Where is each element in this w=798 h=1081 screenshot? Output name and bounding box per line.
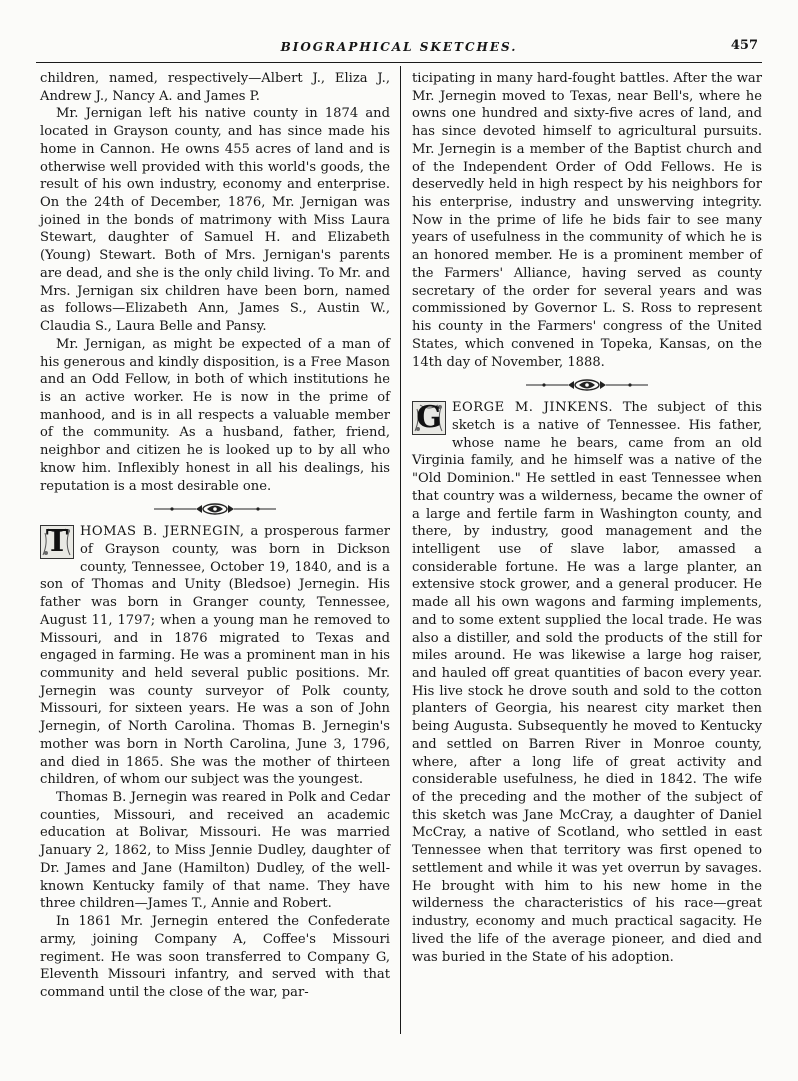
decorative-initial-frame-icon — [412, 401, 446, 435]
paragraph: Thomas B. Jernegin was reared in Polk and Cedar counties, Missouri, and received an academic education at Bolivar, Missouri. He was married January 2, 1862, to Miss Jennie Dudley, daughter of Dr. James and Jane (Hamilton) Dudley, of the well-known Kentucky family of that name. They have three children—James T., Annie and Robert. — [40, 790, 390, 912]
header-rule — [36, 62, 762, 63]
ornamental-divider-icon — [40, 495, 390, 523]
subject-name: EORGE M. JINKENS. — [452, 400, 613, 416]
sketch-text: a prosperous farmer of Grayson county, was born in Dickson county, Tennessee, October 19, 1840, and is a son of Thomas and Unity (Bledsoe) Jernegin. His father was born in Granger county, Tennessee, August 11, 1797; when a young man he removed to Missouri, and in 1876 migrated to Texas and engaged in farming. He was a prominent man in his community and held several public positions. Mr. Jernegin was county surveyor of Polk county, Missouri, for sixteen years. He was a son of John Jernegin, of North Carolina. Thomas B. Jernegin's mother was born in North Carolina, June 3, 1796, and died in 1865. She was the mother of thirteen children, of whom our subject was the youngest. — [40, 524, 390, 788]
subject-name: HOMAS B. JERNEGIN, — [80, 524, 245, 540]
page-number: 457 — [730, 38, 758, 53]
right-column — [412, 70, 762, 966]
paragraph: Mr. Jernigan, as might be expected of a man of his generous and kindly disposition, is a Free Mason and an Odd Fellow, in both of which institutions he is an active worker. He is now in the prime of manhood, and is in all respects a valuable member of the community. As a husband, father, friend, neighbor and citizen he is looked up to by all who know him. Inflexibly honest in all his dealings, his reputation is a most desirable one. — [40, 336, 390, 494]
drop-cap-letter: T — [45, 524, 69, 560]
paragraph-continuation: children, named, respectively—Albert J., Eliza J., Andrew J., Nancy A. and James P. — [40, 71, 390, 104]
jinkens-sketch-intro — [412, 399, 762, 966]
column-divider — [400, 66, 401, 1034]
left-column — [40, 70, 390, 1002]
sketch-text: The subject of this sketch is a native of Tennessee. His father, whose name he bears, came from an old Virginia family, and he himself was a native of the "Old Dominion." He settled in east Tennessee when that country was a wilderness, became the owner of a large and fertile farm in Washington county, and there, by industry, good management and the intelligent use of slave labor, amassed a considerable fortune. He was a large planter, an extensive stock grower, and a general producer. He made all his own wagons and farming implements, and to some extent supplied the local trade. He was also a distiller, and sold the products of the still for miles around. He was likewise a large hog raiser, and hauled off great quantities of bacon every year. His live stock he drove south and sold to the cotton planters of Georgia, his nearest city market then being Augusta. Subsequently he moved to Kentucky and settled on Barren River in Monroe county, where, after a long life of great activity and considerable usefulness, he died in 1842. The wife of the preceding and the mother of the subject of this sketch was Jane McCray, a daughter of Daniel McCray, a native of Scotland, who settled in east Tennessee when that territory was first opened to settlement and while it was yet overrun by savages. He brought with him to his new home in the wilderness the characteristics of his race—great industry, economy and much practical sagacity. He lived the life of the average pioneer, and died and was buried in the State of his adoption. — [412, 400, 762, 965]
running-title: BIOGRAPHICAL SKETCHES. — [280, 40, 518, 54]
jernegin-sketch-intro — [40, 523, 390, 789]
paragraph-continuation: ticipating in many hard-fought battles. After the war Mr. Jernegin moved to Texas, near Bell's, where he owns one hundred and sixty-five acres of land, and has since devoted himself to agricultural pursuits. Mr. Jernegin is a member of the Baptist church and of the Independent Order of Odd Fellows. He is deservedly held in high respect by his neighbors for his enterprise, industry and unswerving integrity. Now in the prime of life he bids fair to see many years of usefulness in the community of which he is an honored member. He is a prominent member of the Farmers' Alliance, having served as county secretary of the order for several years and was commissioned by Governor L. S. Ross to represent his county in the Farmers' congress of the United States, which convened in Topeka, Kansas, on the 14th day of November, 1888. — [412, 71, 762, 370]
paragraph: Mr. Jernigan left his native county in 1874 and located in Grayson county, and has since made his home in Cannon. He owns 455 acres of land and is otherwise well provided with this world's goods, the result of his own industry, economy and enterprise. On the 24th of December, 1876, Mr. Jernigan was joined in the bonds of matrimony with Miss Laura Stewart, daughter of Samuel H. and Elizabeth (Young) Stewart. Both of Mrs. Jernigan's parents are dead, and she is the only child living. To Mr. and Mrs. Jernigan six children have been born, named as follows—Elizabeth Ann, James S., Austin W., Claudia S., Laura Belle and Pansy. — [40, 106, 390, 335]
decorative-initial-frame-icon — [40, 525, 74, 559]
drop-cap-letter: G — [416, 400, 442, 436]
page-header — [38, 38, 760, 58]
paragraph: In 1861 Mr. Jernegin entered the Confederate army, joining Company A, Coffee's Missouri regiment. He was soon transferred to Company G, Eleventh Missouri infantry, and served with that command until the close of the war, par- — [40, 914, 390, 1000]
ornamental-divider-icon — [412, 371, 762, 399]
